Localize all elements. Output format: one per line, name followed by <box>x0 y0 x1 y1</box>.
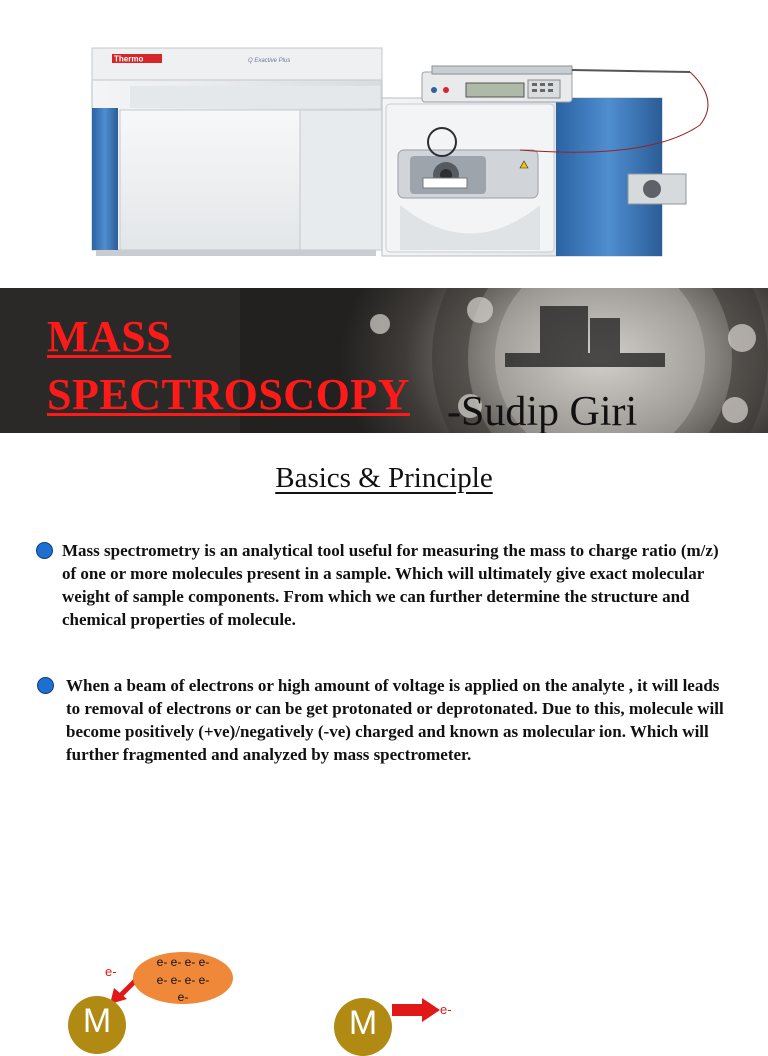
bullet-paragraph-2: When a beam of electrons or high amount of voltage is applied on the analyte , it will leads to removal of electrons or can be get protonated or deprotonated. Due to this, molecule will become positively (+ve)/negatively (-ve) charged and known as molecular ion. Which will further fragmented and analyzed by mass spectrometer. <box>66 676 724 764</box>
bullet-dot-icon <box>36 542 53 559</box>
title-banner <box>0 288 768 433</box>
author-name: -Sudip Giri <box>447 389 638 433</box>
molecule-1-label: M <box>82 1002 112 1040</box>
brand-logo: Thermo <box>114 54 144 64</box>
mass-spectrometer-image <box>0 0 768 288</box>
molecule-1 <box>68 996 126 1054</box>
bullet-paragraph-1: Mass spectrometry is an analytical tool useful for measuring the mass to charge ratio (m/z) of one or more molecules present in a sample. Which will ultimately give exact molecular weight of sample components. From which we can further determine the structure and chemical properties of molecule. <box>62 541 719 629</box>
electron-cloud-line-1: e- e- e- e- <box>156 955 210 969</box>
bullet-dot-icon <box>37 677 54 694</box>
molecule-2-label: M <box>348 1004 378 1042</box>
title-line-1: MASS <box>47 312 172 361</box>
section-heading: Basics & Principle <box>275 462 493 494</box>
molecule-2 <box>334 998 392 1056</box>
model-label: Q Exactive Plus <box>248 58 291 64</box>
outgoing-arrow-icon <box>392 998 440 1022</box>
incoming-electron-label: e- <box>105 964 117 979</box>
electron-cloud-line-2: e- e- e- e- <box>156 973 210 987</box>
outgoing-electron-label: e- <box>440 1002 452 1017</box>
electron-cloud-line-3: e- <box>177 990 189 1004</box>
title-line-2: SPECTROSCOPY <box>47 370 410 419</box>
